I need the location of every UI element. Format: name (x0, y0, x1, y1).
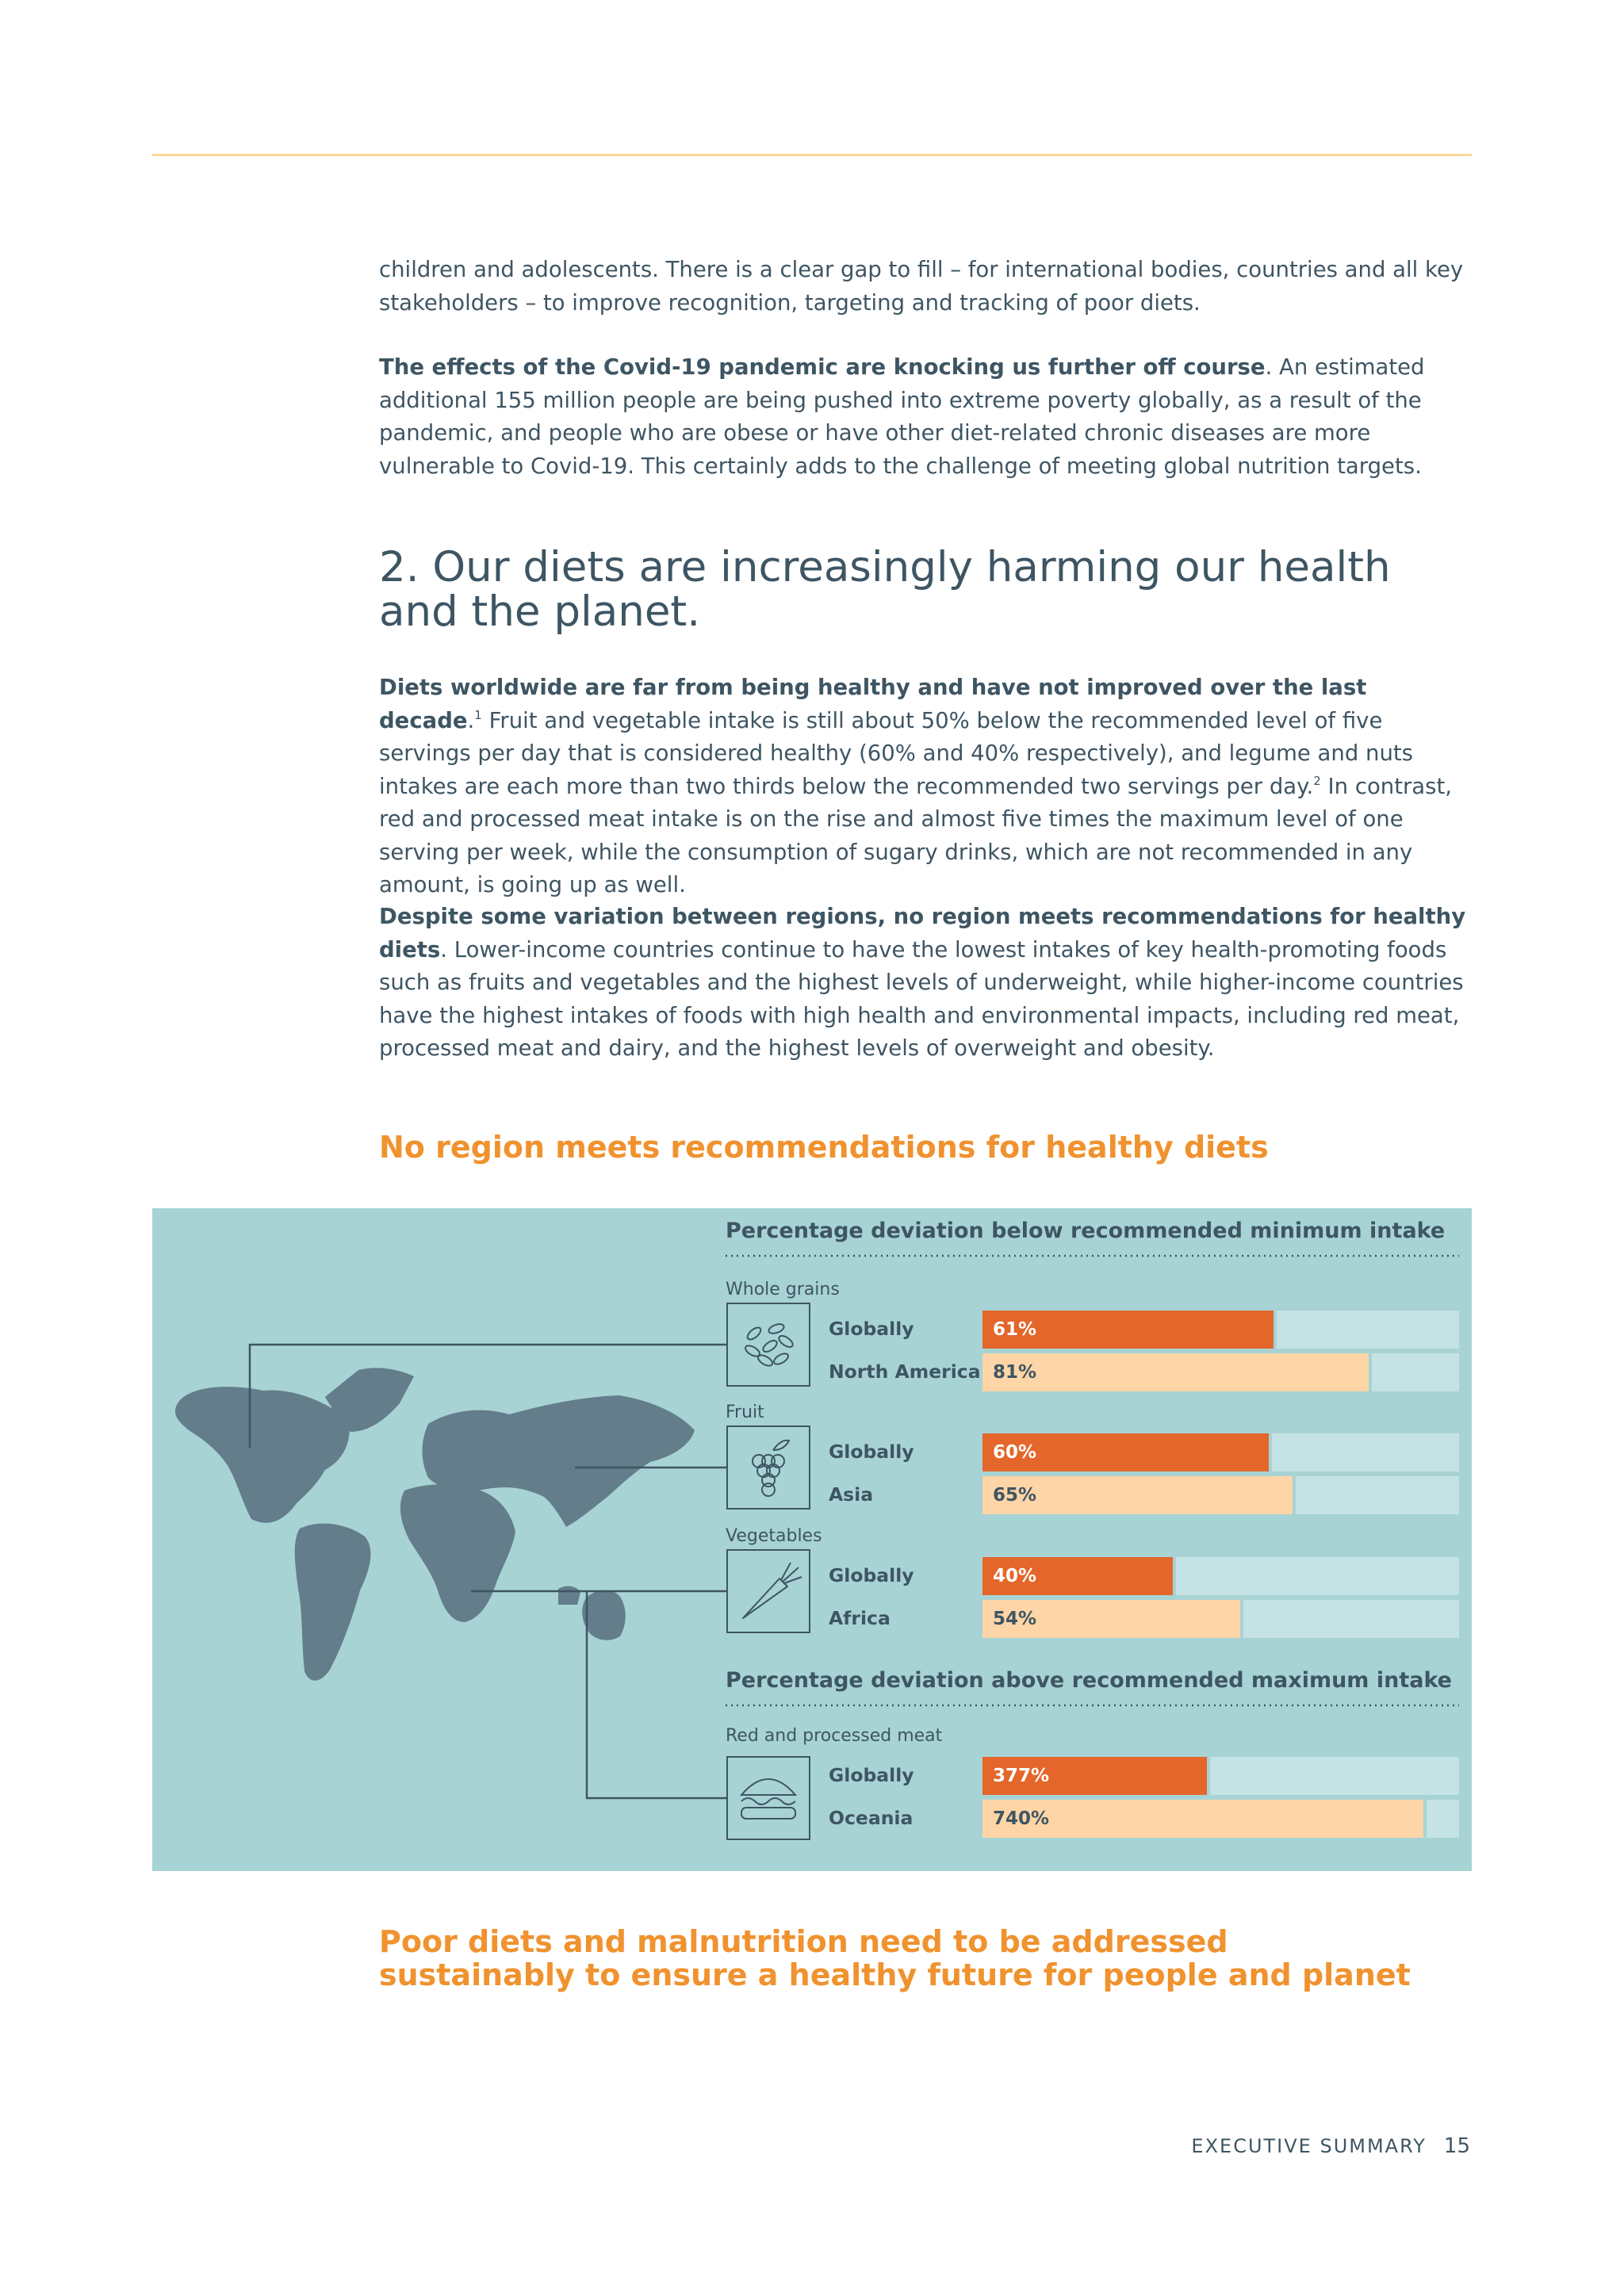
region-label: Globally (829, 1764, 914, 1786)
category-label: Red and processed meat (726, 1726, 943, 1746)
group-title: Percentage deviation above recommended maximum intake (726, 1668, 1452, 1693)
infographic-panel (152, 1208, 1472, 1871)
region-label: Oceania (829, 1807, 914, 1829)
diets-paragraph-body: Fruit and vegetable intake is still about 50% below the recommended level of five servings per day that is considered healthy (60% and 40% respectively), and legume and nuts intakes are each more than two thirds below the recommended two servings per day. (379, 707, 1414, 799)
value-label: 54% (993, 1609, 1037, 1629)
group-title: Percentage deviation below recommended minimum intake (726, 1219, 1446, 1243)
carrot-icon (727, 1550, 810, 1632)
footnote-ref-2: 2 (1313, 773, 1321, 788)
diets-paragraph-lead: Diets worldwide are far from being healthy and have not improved over the last decade (379, 675, 1367, 733)
region-label: Globally (829, 1441, 914, 1463)
header-rule (152, 154, 1472, 156)
indonesia-shape (558, 1586, 580, 1605)
intro-paragraph (379, 254, 1472, 320)
africa-shape (400, 1484, 515, 1622)
region-label: Asia (829, 1483, 874, 1506)
regional-bar (982, 1353, 1369, 1391)
covid-paragraph-body: . An estimated additional 155 million people are being pushed into extreme poverty globally, as a result of the pandemic, and people who are obese or have other diet-related chronic diseases are more vulnerable to Covid-19. This certainly adds to the challenge of meeting global nutrition targets. (379, 354, 1425, 479)
regions-paragraph (379, 901, 1472, 1066)
diet-deviation-chart (152, 1208, 1472, 1871)
value-label: 740% (993, 1808, 1050, 1829)
regions-paragraph-body: . Lower-income countries continue to have the lowest intakes of key health-promoting foods such as fruits and vegetables and the highest levels of underweight, while higher-income countries have the highest intakes of foods with high health and environmental impacts, including red meat, processed meat and dairy, and the highest levels of overweight and obesity. (379, 936, 1464, 1061)
chart-title: No region meets recommendations for healthy diets (379, 1130, 1269, 1165)
region-label: Globally (829, 1318, 914, 1340)
closing-title: Poor diets and malnutrition need to be addressed sustainably to ensure a healthy future for people and planet (379, 1924, 1411, 1992)
bar-gap (1173, 1557, 1176, 1595)
value-label: 65% (993, 1485, 1037, 1506)
australia-shape (582, 1590, 626, 1640)
page-number: 15 (1443, 2134, 1470, 2158)
value-label: 60% (993, 1442, 1037, 1463)
regions-paragraph-lead: Despite some variation between regions, no region meets recommendations for healthy diets (379, 904, 1466, 962)
region-label: Africa (829, 1607, 891, 1629)
footnote-ref-1: 1 (474, 707, 482, 722)
diets-paragraph: Diets worldwide are far from being healthy and have not improved over the last decade.$^1$ Fruit and vegetable intake is still about 50% below the recommended level of five servings per day that is considered healthy (60% and 40% respectively), and legume and nuts intakes are each more than two thirds below the recommended two servings per day.$^2$ In contrast, red and processed meat intake is on the rise and almost five times the maximum level of one serving per week, while the consumption of sugary drinks, which are not recommended in any amount, is going up as well. (379, 675, 1453, 897)
value-label: 61% (993, 1319, 1037, 1340)
icon-frame (727, 1303, 810, 1386)
north-america-shape (175, 1387, 350, 1523)
diets-paragraph-end: In contrast, red and processed meat intake is on the rise and almost five times the maximum level of one serving per week, while the consumption of sugary drinks, which are not recommended in any amount, is going up as well. (379, 773, 1453, 897)
wheat-grains-icon (727, 1303, 810, 1386)
grapes-icon (727, 1426, 810, 1509)
section-heading: 2. Our diets are increasingly harming our health and the planet. (379, 543, 1391, 636)
bar-gap (1207, 1757, 1210, 1795)
footer-section: EXECUTIVE SUMMARY (1191, 2135, 1427, 2157)
bar-gap (1274, 1311, 1277, 1349)
value-label: 40% (993, 1566, 1037, 1586)
bar-gap (1423, 1800, 1427, 1838)
region-label: North America (829, 1360, 981, 1383)
icon-frame (727, 1757, 810, 1839)
south-america-shape (295, 1524, 371, 1681)
category-label: Fruit (726, 1402, 764, 1422)
bar-gap (1269, 1433, 1272, 1471)
bar-groups (726, 1219, 1459, 1839)
value-label: 81% (993, 1362, 1037, 1383)
world-map (175, 1368, 695, 1680)
region-label: Globally (829, 1564, 914, 1586)
burger-icon (727, 1757, 810, 1839)
paragraph-1: children and adolescents. There is a clear gap to fill – for international bodies, countries and all key stakeholders – to improve recognition, targeting and tracking of poor diets. (379, 257, 1464, 316)
bar-gap (1369, 1353, 1372, 1391)
category-label: Vegetables (726, 1526, 822, 1546)
bar-gap (1293, 1476, 1296, 1514)
category-label: Whole grains (726, 1280, 840, 1299)
covid-paragraph-lead: The effects of the Covid-19 pandemic are knocking us further off course (379, 354, 1266, 380)
covid-paragraph (379, 351, 1472, 483)
value-label: 377% (993, 1766, 1050, 1786)
bar-gap (1240, 1600, 1243, 1638)
page-footer (1191, 2134, 1470, 2158)
